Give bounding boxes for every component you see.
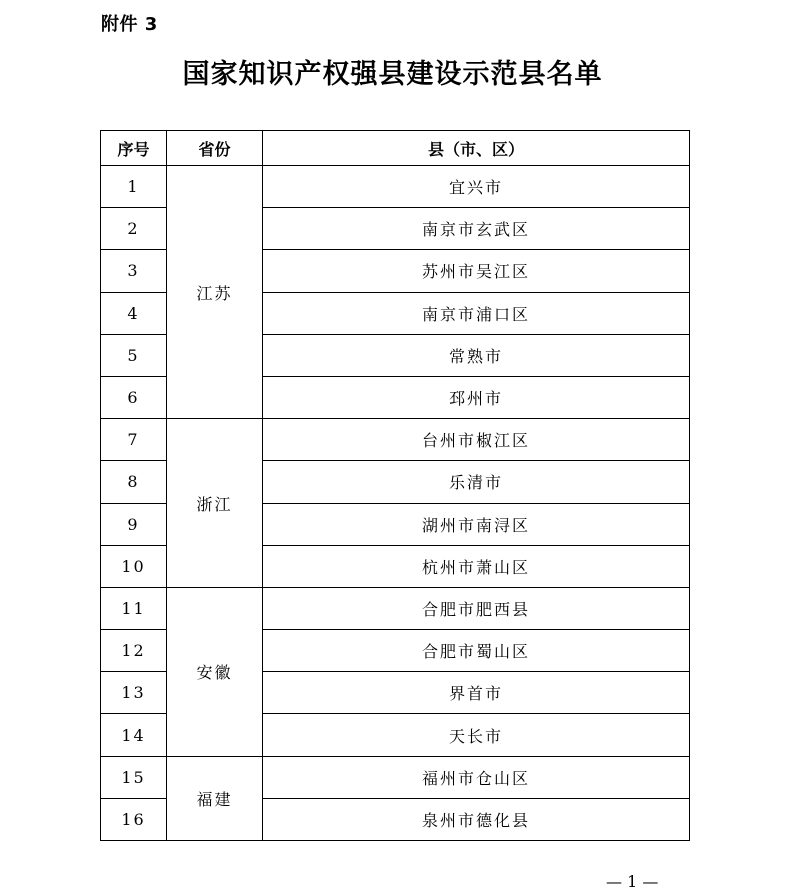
county-cell: 乐清市 [263, 461, 690, 503]
table-row [101, 166, 690, 208]
county-cell: 苏州市吴江区 [263, 250, 690, 292]
county-cell: 福州市仓山区 [263, 756, 690, 798]
county-cell: 南京市玄武区 [263, 208, 690, 250]
header-province: 省份 [167, 131, 263, 166]
county-cell: 湖州市南浔区 [263, 503, 690, 545]
county-cell: 常熟市 [263, 334, 690, 376]
province-cell: 浙江 [167, 419, 263, 588]
serial-number-cell: 11 [101, 587, 167, 629]
serial-number-cell: 8 [101, 461, 167, 503]
table-row [101, 756, 690, 798]
header-county: 县（市、区） [263, 131, 690, 166]
serial-number-cell: 15 [101, 756, 167, 798]
county-cell: 南京市浦口区 [263, 292, 690, 334]
document-title: 国家知识产权强县建设示范县名单 [182, 59, 603, 90]
serial-number-cell: 16 [101, 798, 167, 840]
province-cell: 安徽 [167, 587, 263, 756]
attachment-label: 附件 3 [101, 14, 158, 35]
serial-number-cell: 14 [101, 714, 167, 756]
county-cell: 泉州市德化县 [263, 798, 690, 840]
county-cell: 邳州市 [263, 376, 690, 418]
county-cell: 台州市椒江区 [263, 419, 690, 461]
serial-number-cell: 5 [101, 334, 167, 376]
serial-number-cell: 9 [101, 503, 167, 545]
serial-number-cell: 2 [101, 208, 167, 250]
serial-number-cell: 10 [101, 545, 167, 587]
serial-number-cell: 1 [101, 166, 167, 208]
table-row [101, 419, 690, 461]
table-body [101, 166, 690, 841]
serial-number-cell: 12 [101, 630, 167, 672]
table-row [101, 587, 690, 629]
county-cell: 合肥市肥西县 [263, 587, 690, 629]
province-cell: 江苏 [167, 166, 263, 419]
header-serial-number: 序号 [101, 131, 167, 166]
county-table [100, 130, 690, 841]
table-header-row [101, 131, 690, 166]
serial-number-cell: 6 [101, 376, 167, 418]
serial-number-cell: 4 [101, 292, 167, 334]
county-cell: 宜兴市 [263, 166, 690, 208]
province-cell: 福建 [167, 756, 263, 840]
serial-number-cell: 13 [101, 672, 167, 714]
county-cell: 天长市 [263, 714, 690, 756]
serial-number-cell: 3 [101, 250, 167, 292]
county-cell: 合肥市蜀山区 [263, 630, 690, 672]
county-cell: 界首市 [263, 672, 690, 714]
serial-number-cell: 7 [101, 419, 167, 461]
page-number: — 1 — [606, 872, 659, 891]
county-cell: 杭州市萧山区 [263, 545, 690, 587]
